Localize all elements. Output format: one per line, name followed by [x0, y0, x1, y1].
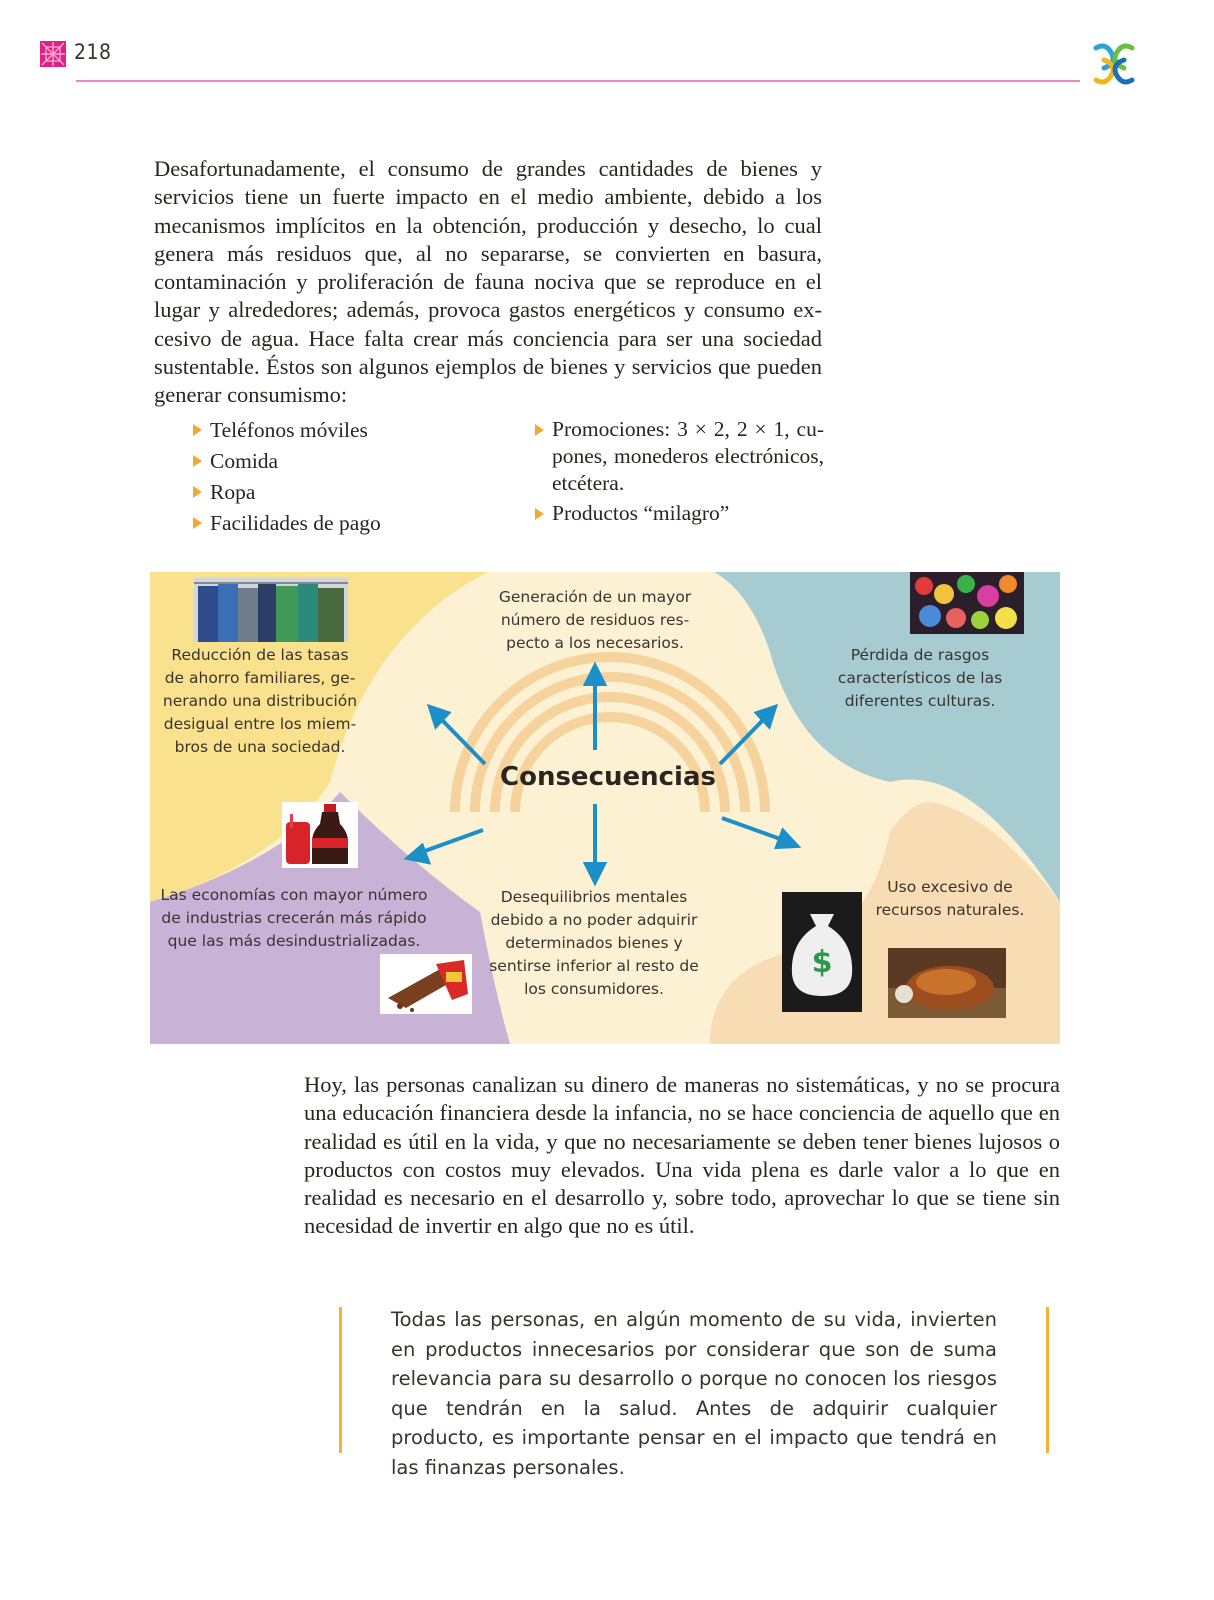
chocolate-bar-photo: [380, 954, 472, 1014]
decorative-pattern-icon: [40, 41, 66, 67]
financial-education-paragraph: Hoy, las personas canalizan su dinero de maneras no sistemáticas, y no se procura una educación financiera desde la infancia, no se hace conciencia de aquello que en realidad es útil en la vida, y que no necesariamente se deben tener bienes lujosos o productos con costos muy elevados. Una vida plena es darle valor a lo que en realidad es necesario en el desarrollo y, sobre todo, aprovechar lo que se tiene sin necesidad de invertir en algo que no es útil.: [304, 1072, 1060, 1239]
list-item: Promociones: 3 × 2, 2 × 1, cupones, monederos electrónicos, etcétera.: [532, 416, 824, 497]
soda-can-bottle-photo: [282, 802, 358, 868]
bullet-list-left: [190, 416, 460, 540]
header-rule: [76, 80, 1080, 82]
page-number: 218: [74, 40, 112, 64]
bullet-triangle-icon: [193, 455, 202, 467]
diagram-title: Consecuencias: [500, 762, 716, 792]
money-bag-photo: [782, 892, 862, 1012]
consequence-top-left: Reducción de las tasas de ahorro familiares, generando una distribución desigual entre los miembros de una sociedad.: [162, 646, 358, 756]
bullet-triangle-icon: [535, 424, 544, 436]
consequence-bottom-right: Uso excesivo de recursos naturales.: [875, 878, 1025, 919]
bullet-triangle-icon: [193, 517, 202, 529]
bullet-triangle-icon: [193, 486, 202, 498]
bullet-triangle-icon: [193, 424, 202, 436]
list-item: Facilidades de pago: [190, 509, 460, 537]
list-item: Productos “milagro”: [532, 500, 824, 527]
note-border-right: [1046, 1307, 1049, 1453]
svg-text:$: $: [811, 945, 833, 980]
clothes-rack-photo: [194, 578, 348, 642]
bullet-triangle-icon: [535, 508, 544, 520]
interlocking-figures-logo-icon: [1090, 40, 1138, 88]
consequence-top: Generación de un mayor número de residuos respecto a los necesarios.: [498, 588, 692, 652]
note-text: Todas las personas, en algún momento de su vida, invierten en productos innecesarios por considerar que son de suma relevancia para su desarrollo o porque no conocen los riesgos que tendrán en la salud. Antes de adquirir cualquier producto, es importante pensar en el impacto que tendrá en las finanzas personales.: [391, 1308, 997, 1479]
consequence-bottom: Desequilibrios mentales debido a no poder adquirir determinados bienes y sentirse inferior al resto de los consumidores.: [489, 888, 699, 998]
roast-turkey-photo: [888, 948, 1006, 1018]
intro-paragraph: Desafortunadamente, el consumo de grandes cantidades de bienes y servicios tiene un fuerte impacto en el medio ambiente, debido a los mecanismos implícitos en la obtención, producción y desecho, lo cual genera más residuos que, al no separarse, se convierten en basura, contaminación y proliferación de fauna nociva que se reproduce en el lugar y alrededores; además, provoca gastos energéticos y consumo excesivo de agua. Hace falta crear más conciencia para ser una sociedad sustentable. Éstos son algunos ejemplos de bienes y servicios que pueden generar consumismo:: [154, 156, 822, 408]
consequence-top-right: Pérdida de rasgos característicos de las diferentes culturas.: [837, 646, 1003, 710]
consequence-bottom-left: Las economías con mayor número de industrias crecerán más rápido que las más desindustrializadas.: [160, 886, 428, 950]
list-item: Comida: [190, 447, 460, 475]
note-border-left: [339, 1307, 342, 1453]
bullet-list-right: [532, 416, 824, 530]
list-item: Ropa: [190, 478, 460, 506]
list-item: Teléfonos móviles: [190, 416, 460, 444]
consequences-diagram: [150, 572, 1060, 1044]
candies-photo: [910, 572, 1024, 634]
